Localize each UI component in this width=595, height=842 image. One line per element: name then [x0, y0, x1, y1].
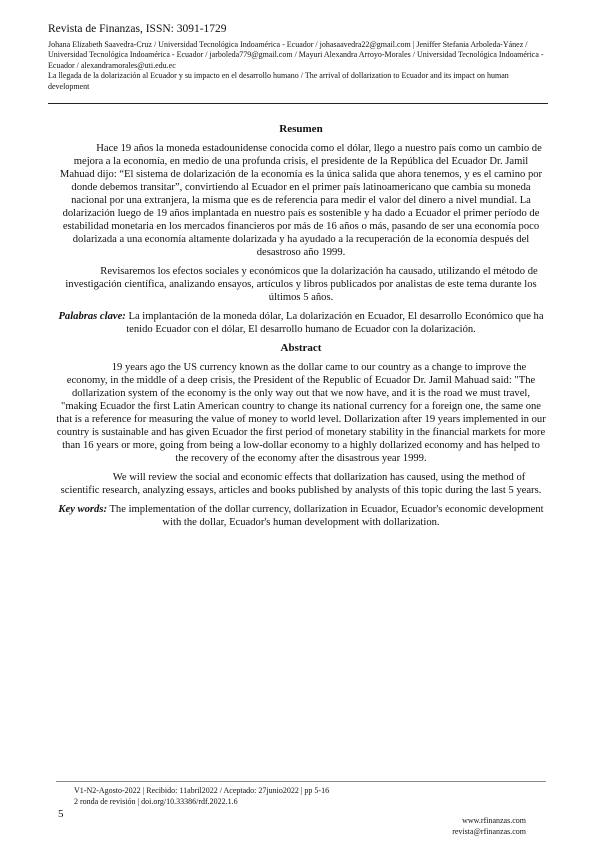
- resumen-heading: Resumen: [279, 123, 323, 135]
- abstract-p2-text: We will review the social and economic effects that dollarization has caused, using the method of scientific research, analyzing essays, articles and books published by analysts of this topic during the last 5 years.: [60, 472, 542, 496]
- publication-meta: [74, 785, 329, 807]
- footer-contact: [452, 815, 526, 837]
- abstract-heading: Abstract: [280, 342, 322, 354]
- abstract-paragraph-2: [56, 471, 546, 497]
- palabras-clave: [56, 310, 546, 336]
- abstract-p1-text: 19 years ago the US currency known as the dollar came to our country as a change to improve the economy, in the middle of a deep crisis, the President of the Republic of Ecuador Dr. Jamil Mahuad said: "The dollarization system of the economy is the only way out that we now have, and it is the road we must travel, "making Ecuador the first Latin American country to change its national currency for a foreign one, the same one that is a reference for measuring the value of money to world level. Dollarization after 19 years implemented in our country is sustainable and has given Ecuador the first period of monetary stability in the financial markets for more than 16 years or more, going from being a low-dollar economy to a highly dollarized economy and has helped to the recovery of the economy after the disastrous year 1999.: [56, 362, 546, 464]
- article-title: La llegada de la dolarización al Ecuador y su impacto en el desarrollo humano / The arrival of dollarization to Ecuador and its impact on human development: [48, 71, 509, 91]
- header-divider: [48, 103, 548, 104]
- email-link[interactable]: revista@rfinanzas.com: [452, 827, 526, 836]
- page-header: [48, 22, 548, 92]
- website-link[interactable]: www.rfinanzas.com: [462, 816, 526, 825]
- publication-dates: V1-N2-Agosto-2022 | Recibido: 11abril2022 / Aceptado: 27junio2022 | pp 5-16: [74, 786, 330, 795]
- palabras-clave-text: La implantación de la moneda dólar, La dolarización en Ecuador, El desarrollo Económico que ha tenido Ecuador con el dólar, El desarrollo humano de Ecuador con la dolarización.: [126, 311, 544, 335]
- doi-line: 2 ronda de revisión | doi.org/10.33386/rdf.2022.1.6: [74, 797, 238, 806]
- page-number: 5: [58, 808, 64, 820]
- key-words-label: Key words:: [58, 504, 107, 515]
- footer-divider: [56, 781, 546, 782]
- key-words-text: The implementation of the dollar currency, dollarization in Ecuador, Ecuador's economic development with the dollar, Ecuador's human development with dollarization.: [109, 504, 544, 528]
- palabras-clave-label: Palabras clave:: [58, 311, 126, 322]
- abstract-paragraph-1: [56, 361, 546, 465]
- resumen-paragraph-1: [56, 142, 546, 259]
- resumen-paragraph-2: [56, 265, 546, 304]
- key-words: [56, 503, 546, 529]
- resumen-p1-text: Hace 19 años la moneda estadounidense conocida como el dólar, llego a nuestro país como un cambio de mejora a la economía, en medio de una profunda crisis, el presidente de la República del Ecuador Dr. Jamil Mahuad dijo: “El sistema de dolarización de la economía es la única salida que ahora tenemos, y es el camino por donde debemos transitar”, convirtiendo al Ecuador en el primer país latinoamericano que cambia su moneda nacional por una extranjera, la misma que es de referencia para medir el valor del dinero a nivel mundial. La dolarización luego de 19 años implantada en nuestro país es sostenible y ha dado a Ecuador el primer período de estabilidad monetaria en los mercados financieros por más de 16 años o más, pasando de ser una economía poco dolarizada a una economía altamente dolarizada y ha ayudado a la recuperación de la economía después del desastroso año 1999.: [59, 143, 543, 258]
- resumen-p2-text: Revisaremos los efectos sociales y económicos que la dolarización ha causado, utilizando el método de investigación científica, analizando ensayos, artículos y libros publicados por analistas de este tema durante los últimos 5 años.: [65, 266, 538, 303]
- journal-title: Revista de Finanzas, ISSN: 3091-1729: [48, 23, 227, 35]
- author-affiliations: Johana Elizabeth Saavedra-Cruz / Universidad Tecnológica Indoamérica - Ecuador / johasaavedra22@gmail.com | Jeniffer Stefania Arboleda-Yánez / Universidad Tecnológica Indoamérica - Ecuador / jarboleda779@gmail.com / Mayuri Alexandra Arroyo-Morales / Universidad Tecnológica Indoamérica - Ecuador / alexandramorales@uti.edu.ec: [48, 40, 544, 70]
- article-body: [56, 123, 546, 535]
